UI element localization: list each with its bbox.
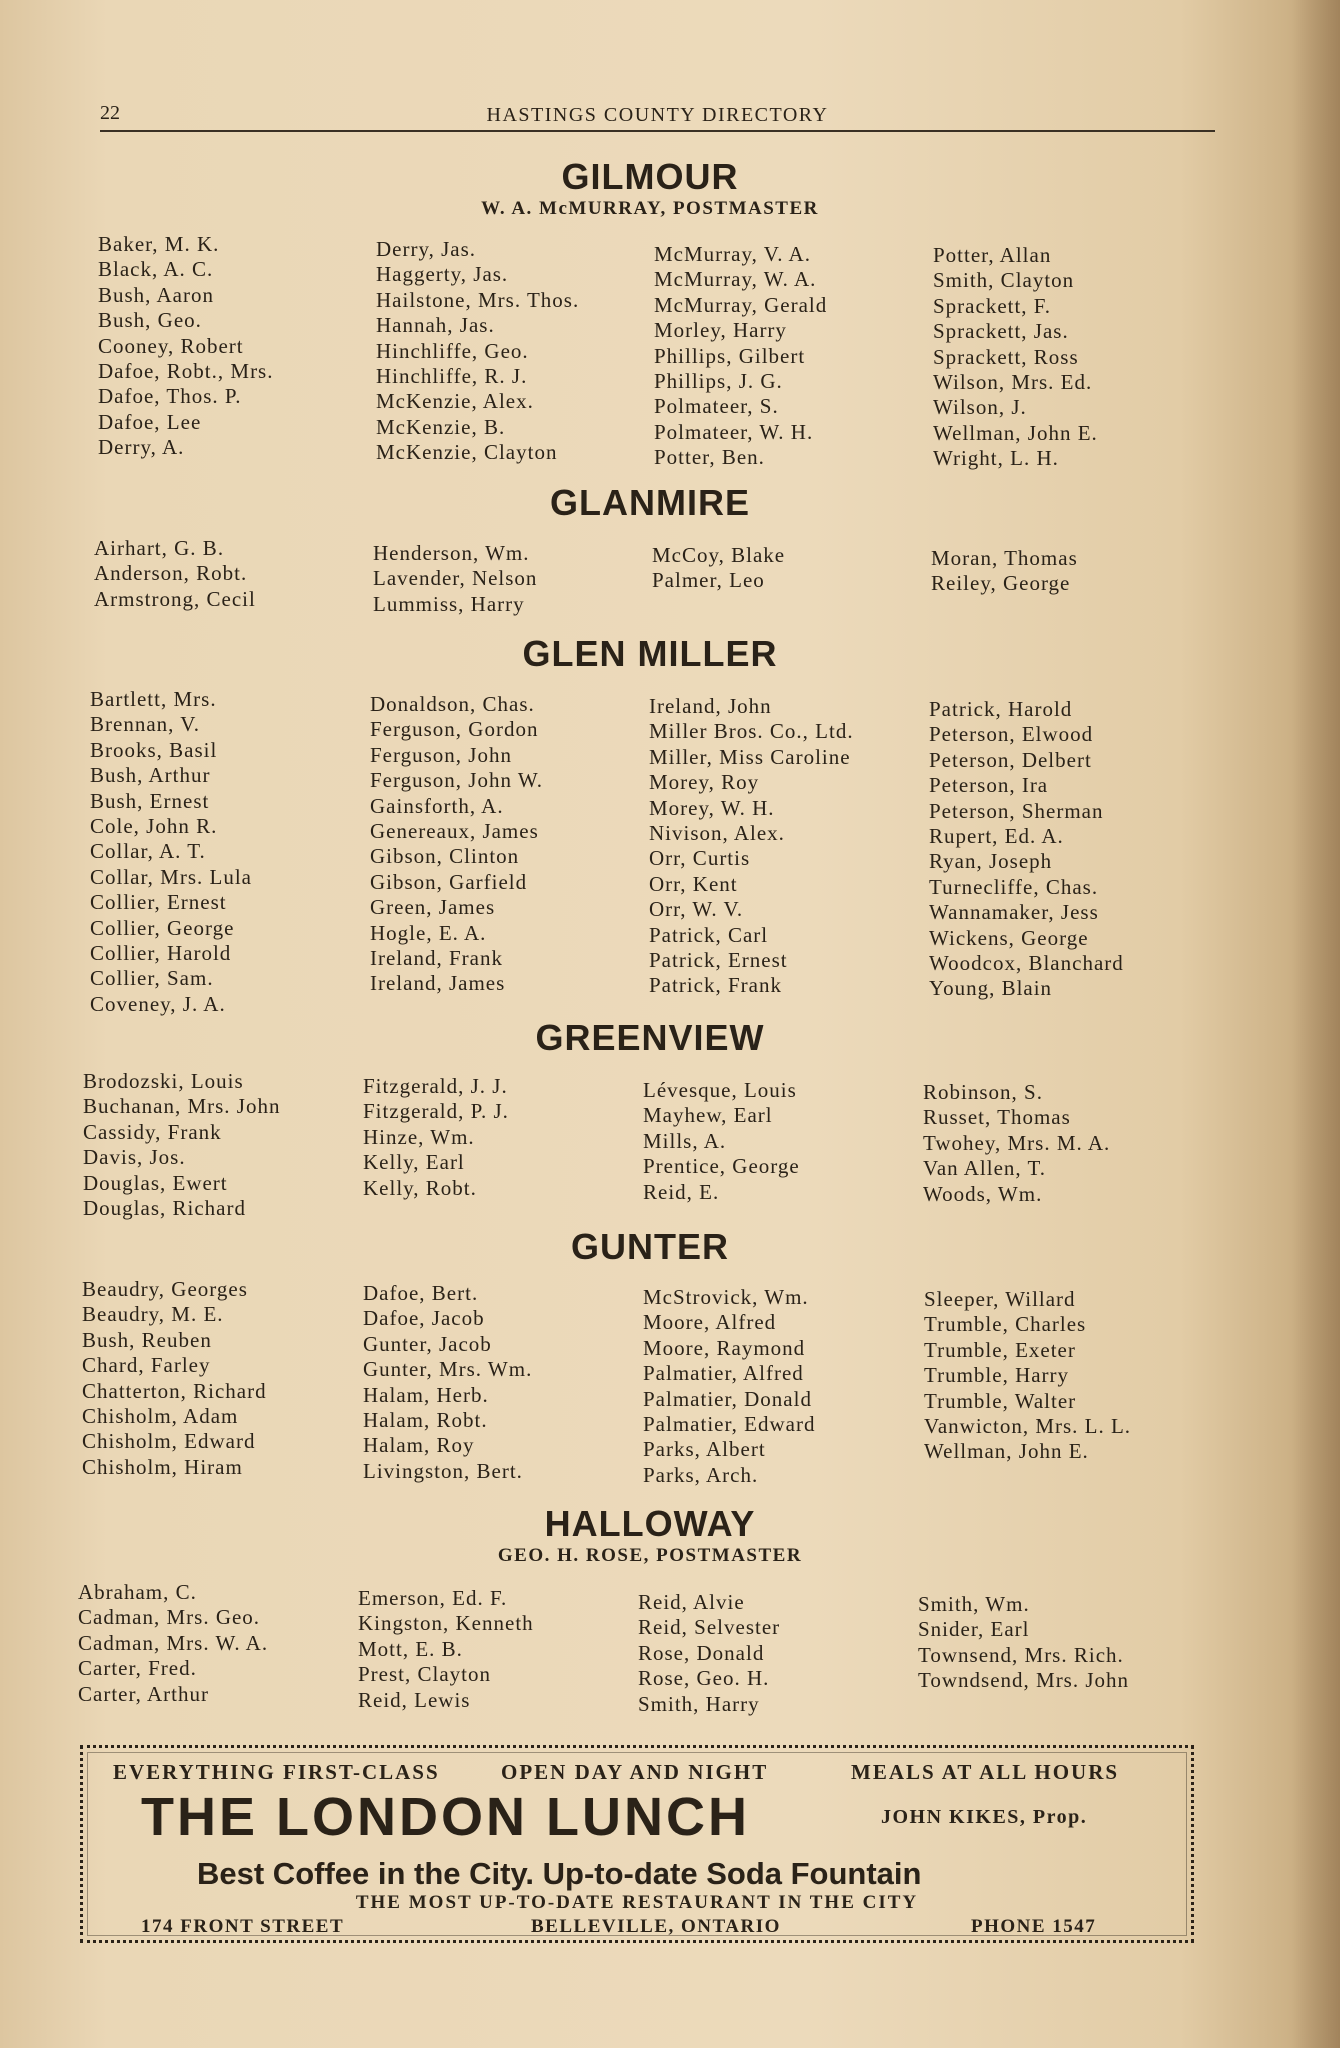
directory-entry: Dafoe, Robt., Mrs.	[98, 358, 274, 383]
directory-entry: Chisholm, Adam	[82, 1403, 239, 1428]
ad-tagline: Best Coffee in the City. Up-to-date Soda Fountain	[197, 1856, 922, 1891]
page-number: 22	[100, 102, 120, 124]
directory-entry: McKenzie, Alex.	[376, 389, 534, 414]
directory-entry: Ireland, Frank	[370, 945, 503, 970]
directory-entry: Cadman, Mrs. Geo.	[78, 1605, 261, 1630]
directory-entry: Potter, Ben.	[654, 445, 765, 470]
directory-entry: Wickens, George	[929, 925, 1089, 950]
directory-entry: Davis, Jos.	[83, 1145, 186, 1170]
directory-entry: McKenzie, Clayton	[376, 440, 558, 465]
directory-entry: Chisholm, Hiram	[82, 1454, 243, 1479]
greenview-col-1	[83, 1069, 353, 1221]
directory-entry: Ryan, Joseph	[929, 849, 1053, 874]
directory-entry: Young, Blain	[929, 976, 1053, 1001]
directory-entry: Baker, M. K.	[98, 232, 220, 256]
directory-entry: McMurray, W. A.	[654, 267, 817, 292]
directory-entry: Robinson, S.	[923, 1080, 1043, 1104]
gilmour-col-2	[376, 237, 646, 466]
directory-entry: Turnecliffe, Chas.	[929, 874, 1099, 899]
directory-entry: Prentice, George	[643, 1154, 800, 1179]
directory-entry: Bush, Reuben	[82, 1327, 212, 1352]
directory-entry: Smith, Clayton	[933, 268, 1075, 293]
directory-entry: Towndsend, Mrs. John	[918, 1668, 1130, 1693]
london-lunch-advertisement	[80, 1745, 1194, 1943]
section-title-glen-miller: GLEN MILLER	[522, 633, 778, 674]
directory-entry: Dafoe, Jacob	[363, 1306, 485, 1331]
directory-entry: Collar, Mrs. Lula	[90, 864, 252, 889]
glanmire-col-3	[652, 543, 922, 594]
directory-entry: Snider, Earl	[918, 1617, 1030, 1642]
glanmire-col-2	[373, 541, 643, 617]
directory-entry: Prest, Clayton	[358, 1662, 491, 1687]
halloway-col-1	[78, 1580, 348, 1707]
directory-entry: Morey, Roy	[649, 770, 760, 795]
ad-everything-first-class: EVERYTHING FIRST-CLASS	[113, 1760, 440, 1784]
directory-entry: Kelly, Robt.	[363, 1175, 477, 1200]
directory-entry: Green, James	[370, 895, 496, 920]
directory-entry: Fitzgerald, J. J.	[363, 1074, 508, 1098]
directory-entry: Abraham, C.	[78, 1580, 197, 1604]
gunter-col-4	[924, 1287, 1194, 1465]
directory-entry: Orr, Kent	[649, 871, 738, 896]
directory-entry: Airhart, G. B.	[94, 536, 225, 560]
directory-entry: Emerson, Ed. F.	[358, 1586, 508, 1610]
directory-entry: Beaudry, M. E.	[82, 1302, 224, 1327]
directory-entry: Black, A. C.	[98, 257, 214, 282]
directory-entry: Collier, George	[90, 915, 235, 940]
gunter-col-3	[643, 1285, 913, 1488]
directory-entry: Collier, Harold	[90, 940, 232, 965]
running-title: HASTINGS COUNTY DIRECTORY	[486, 104, 829, 126]
gunter-col-1	[82, 1277, 352, 1480]
directory-entry: Sprackett, Ross	[933, 344, 1079, 369]
directory-entry: Haggerty, Jas.	[376, 262, 509, 287]
glen-miller-col-1	[90, 687, 360, 1017]
directory-entry: Sprackett, F.	[933, 293, 1052, 318]
ad-restaurant-name: THE LONDON LUNCH	[141, 1787, 750, 1847]
section-title-gilmour: GILMOUR	[561, 156, 739, 197]
directory-entry: Rose, Geo. H.	[638, 1666, 770, 1691]
directory-entry: Parks, Arch.	[643, 1462, 759, 1487]
directory-entry: Gainsforth, A.	[370, 793, 504, 818]
directory-entry: Reid, Alvie	[638, 1590, 745, 1614]
directory-entry: Dafoe, Bert.	[363, 1281, 479, 1305]
directory-entry: Miller, Miss Caroline	[649, 744, 851, 769]
directory-entry: Orr, Curtis	[649, 846, 751, 871]
directory-entry: Kelly, Earl	[363, 1150, 465, 1175]
directory-entry: Lummiss, Harry	[373, 591, 525, 616]
directory-entry: Patrick, Carl	[649, 922, 769, 947]
ad-meals-all-hours: MEALS AT ALL HOURS	[851, 1760, 1120, 1784]
directory-entry: Hogle, E. A.	[370, 920, 487, 945]
directory-entry: Rupert, Ed. A.	[929, 823, 1064, 848]
directory-entry: Wilson, Mrs. Ed.	[933, 369, 1093, 394]
directory-entry: Reid, Selvester	[638, 1615, 781, 1640]
directory-entry: Trumble, Walter	[924, 1388, 1077, 1413]
directory-entry: Chatterton, Richard	[82, 1378, 267, 1403]
directory-entry: Halam, Robt.	[363, 1407, 488, 1432]
directory-entry: Lévesque, Louis	[643, 1078, 797, 1102]
ad-proprietor: JOHN KIKES, Prop.	[881, 1806, 1088, 1828]
directory-entry: Nivison, Alex.	[649, 820, 785, 845]
directory-entry: Ireland, James	[370, 971, 506, 996]
directory-entry: Armstrong, Cecil	[94, 586, 256, 611]
directory-entry: Gibson, Clinton	[370, 844, 520, 869]
greenview-col-2	[363, 1074, 633, 1201]
directory-entry: Parks, Albert	[643, 1437, 766, 1462]
directory-entry: McMurray, V. A.	[654, 242, 811, 266]
directory-entry: Fitzgerald, P. J.	[363, 1099, 509, 1124]
directory-entry: Trumble, Exeter	[924, 1337, 1076, 1362]
greenview-col-4	[923, 1080, 1193, 1207]
directory-entry: Gunter, Mrs. Wm.	[363, 1357, 533, 1382]
directory-entry: Mills, A.	[643, 1128, 727, 1153]
directory-entry: McKenzie, B.	[376, 414, 506, 439]
gilmour-col-4	[933, 243, 1203, 472]
directory-entry: Bush, Geo.	[98, 308, 202, 333]
directory-entry: Brooks, Basil	[90, 737, 218, 762]
glen-miller-col-3	[649, 694, 919, 999]
directory-entry: Gibson, Garfield	[370, 869, 528, 894]
ad-open-day-night: OPEN DAY AND NIGHT	[501, 1760, 769, 1784]
directory-entry: Morey, W. H.	[649, 795, 775, 820]
directory-entry: Henderson, Wm.	[373, 541, 530, 565]
directory-entry: Peterson, Ira	[929, 773, 1049, 798]
directory-entry: Derry, A.	[98, 435, 185, 460]
directory-entry: Livingston, Bert.	[363, 1458, 523, 1483]
directory-entry: Orr, W. V.	[649, 897, 744, 922]
directory-entry: Bartlett, Mrs.	[90, 687, 217, 711]
directory-entry: Hailstone, Mrs. Thos.	[376, 287, 580, 312]
directory-entry: Gunter, Jacob	[363, 1331, 492, 1356]
glanmire-col-4	[931, 546, 1201, 597]
directory-entry: Collier, Sam.	[90, 966, 214, 991]
gilmour-col-3	[654, 242, 924, 471]
directory-entry: Smith, Wm.	[918, 1592, 1030, 1616]
section-title-greenview: GREENVIEW	[535, 1017, 765, 1058]
directory-entry: Hinchliffe, R. J.	[376, 363, 528, 388]
directory-entry: Miller Bros. Co., Ltd.	[649, 719, 854, 744]
postmaster-halloway: GEO. H. ROSE, POSTMASTER	[497, 1545, 803, 1566]
directory-entry: Phillips, J. G.	[654, 368, 783, 393]
directory-entry: Phillips, Gilbert	[654, 343, 806, 368]
page-header	[100, 98, 1215, 132]
directory-entry: Ireland, John	[649, 694, 772, 718]
directory-entry: Woodcox, Blanchard	[929, 950, 1124, 975]
directory-entry: Sleeper, Willard	[924, 1287, 1076, 1311]
directory-entry: Palmatier, Donald	[643, 1386, 812, 1411]
ad-slogan: THE MOST UP-TO-DATE RESTAURANT IN THE CITY	[355, 1892, 919, 1913]
directory-entry: Moore, Alfred	[643, 1310, 777, 1335]
directory-entry: McStrovick, Wm.	[643, 1285, 809, 1309]
directory-entry: Wright, L. H.	[933, 446, 1059, 471]
directory-entry: Coveney, J. A.	[90, 991, 226, 1016]
directory-entry: Ferguson, John W.	[370, 768, 543, 793]
directory-entry: Townsend, Mrs. Rich.	[918, 1642, 1124, 1667]
directory-entry: Wellman, John E.	[924, 1439, 1089, 1464]
glanmire-col-1	[94, 536, 364, 612]
ad-address: 174 FRONT STREET	[141, 1916, 345, 1937]
directory-entry: Bush, Ernest	[90, 788, 210, 813]
directory-entry: Donaldson, Chas.	[370, 692, 535, 716]
directory-entry: Chard, Farley	[82, 1353, 211, 1378]
directory-entry: Bush, Aaron	[98, 282, 214, 307]
directory-entry: Trumble, Harry	[924, 1363, 1070, 1388]
directory-entry: Peterson, Delbert	[929, 747, 1092, 772]
directory-entry: Reid, Lewis	[358, 1687, 471, 1712]
directory-entry: Hinze, Wm.	[363, 1124, 475, 1149]
directory-entry: Dafoe, Lee	[98, 409, 202, 434]
directory-entry: Russet, Thomas	[923, 1105, 1071, 1130]
directory-entry: Polmateer, W. H.	[654, 419, 814, 444]
directory-entry: Cassidy, Frank	[83, 1119, 222, 1144]
directory-entry: Van Allen, T.	[923, 1156, 1047, 1181]
directory-entry: Hannah, Jas.	[376, 313, 495, 338]
halloway-col-2	[358, 1586, 628, 1713]
directory-entry: Cooney, Robert	[98, 333, 244, 358]
ad-city: BELLEVILLE, ONTARIO	[531, 1916, 781, 1937]
directory-entry: Trumble, Charles	[924, 1312, 1087, 1337]
greenview-col-3	[643, 1078, 913, 1205]
halloway-col-4	[918, 1592, 1188, 1694]
directory-entry: Cole, John R.	[90, 813, 218, 838]
directory-entry: Peterson, Elwood	[929, 722, 1094, 747]
directory-entry: Cadman, Mrs. W. A.	[78, 1630, 269, 1655]
directory-entry: Mott, E. B.	[358, 1636, 463, 1661]
directory-entry: Palmatier, Alfred	[643, 1361, 804, 1386]
directory-entry: Dafoe, Thos. P.	[98, 384, 242, 409]
directory-entry: Wannamaker, Jess	[929, 900, 1099, 925]
section-title-halloway: HALLOWAY	[544, 1503, 756, 1544]
glen-miller-col-2	[370, 692, 640, 997]
directory-entry: Douglas, Richard	[83, 1195, 246, 1220]
directory-entry: Reiley, George	[931, 571, 1071, 596]
directory-entry: Moran, Thomas	[931, 546, 1078, 570]
directory-entry: Brennan, V.	[90, 712, 200, 737]
directory-entry: McMurray, Gerald	[654, 292, 828, 317]
directory-entry: Woods, Wm.	[923, 1181, 1043, 1206]
directory-entry: Lavender, Nelson	[373, 566, 538, 591]
directory-entry: Mayhew, Earl	[643, 1103, 773, 1128]
gunter-col-2	[363, 1281, 633, 1484]
directory-entry: Patrick, Frank	[649, 973, 782, 998]
directory-entry: Hinchliffe, Geo.	[376, 338, 529, 363]
directory-entry: Morley, Harry	[654, 318, 787, 343]
directory-entry: Kingston, Kenneth	[358, 1611, 534, 1636]
halloway-col-3	[638, 1590, 908, 1717]
directory-entry: Halam, Roy	[363, 1433, 475, 1458]
postmaster-gilmour: W. A. McMURRAY, POSTMASTER	[481, 198, 819, 219]
directory-entry: Reid, E.	[643, 1179, 720, 1204]
directory-entry: Peterson, Sherman	[929, 798, 1104, 823]
directory-entry: Patrick, Ernest	[649, 947, 788, 972]
directory-entry: Carter, Fred.	[78, 1656, 197, 1681]
directory-entry: Patrick, Harold	[929, 697, 1073, 721]
directory-entry: Moore, Raymond	[643, 1335, 806, 1360]
directory-entry: Palmer, Leo	[652, 568, 765, 593]
directory-entry: Brodozski, Louis	[83, 1069, 244, 1093]
directory-entry: Anderson, Robt.	[94, 561, 248, 586]
directory-entry: Collier, Ernest	[90, 890, 227, 915]
directory-entry: Buchanan, Mrs. John	[83, 1094, 281, 1119]
directory-entry: Wellman, John E.	[933, 420, 1098, 445]
directory-entry: Ferguson, John	[370, 742, 512, 767]
directory-entry: Genereaux, James	[370, 818, 539, 843]
directory-entry: Halam, Herb.	[363, 1382, 489, 1407]
section-title-gunter: GUNTER	[571, 1226, 729, 1267]
directory-entry: Beaudry, Georges	[82, 1277, 248, 1301]
directory-entry: Palmatier, Edward	[643, 1411, 816, 1436]
directory-entry: Wilson, J.	[933, 395, 1027, 420]
directory-entry: Douglas, Ewert	[83, 1170, 228, 1195]
directory-entry: Smith, Harry	[638, 1691, 760, 1716]
directory-entry: McCoy, Blake	[652, 543, 786, 567]
directory-entry: Vanwicton, Mrs. L. L.	[924, 1413, 1132, 1438]
directory-entry: Bush, Arthur	[90, 763, 211, 788]
gilmour-col-1	[98, 232, 368, 461]
directory-entry: Polmateer, S.	[654, 394, 779, 419]
directory-entry: Ferguson, Gordon	[370, 717, 539, 742]
directory-entry: Collar, A. T.	[90, 839, 206, 864]
directory-entry: Potter, Allan	[933, 243, 1052, 267]
ad-phone: PHONE 1547	[971, 1916, 1097, 1937]
directory-entry: Rose, Donald	[638, 1640, 765, 1665]
directory-entry: Carter, Arthur	[78, 1681, 209, 1706]
section-title-glanmire: GLANMIRE	[550, 482, 750, 523]
directory-entry: Chisholm, Edward	[82, 1429, 256, 1454]
directory-entry: Sprackett, Jas.	[933, 319, 1069, 344]
glen-miller-col-4	[929, 697, 1199, 1002]
directory-entry: Derry, Jas.	[376, 237, 477, 261]
directory-entry: Twohey, Mrs. M. A.	[923, 1130, 1111, 1155]
